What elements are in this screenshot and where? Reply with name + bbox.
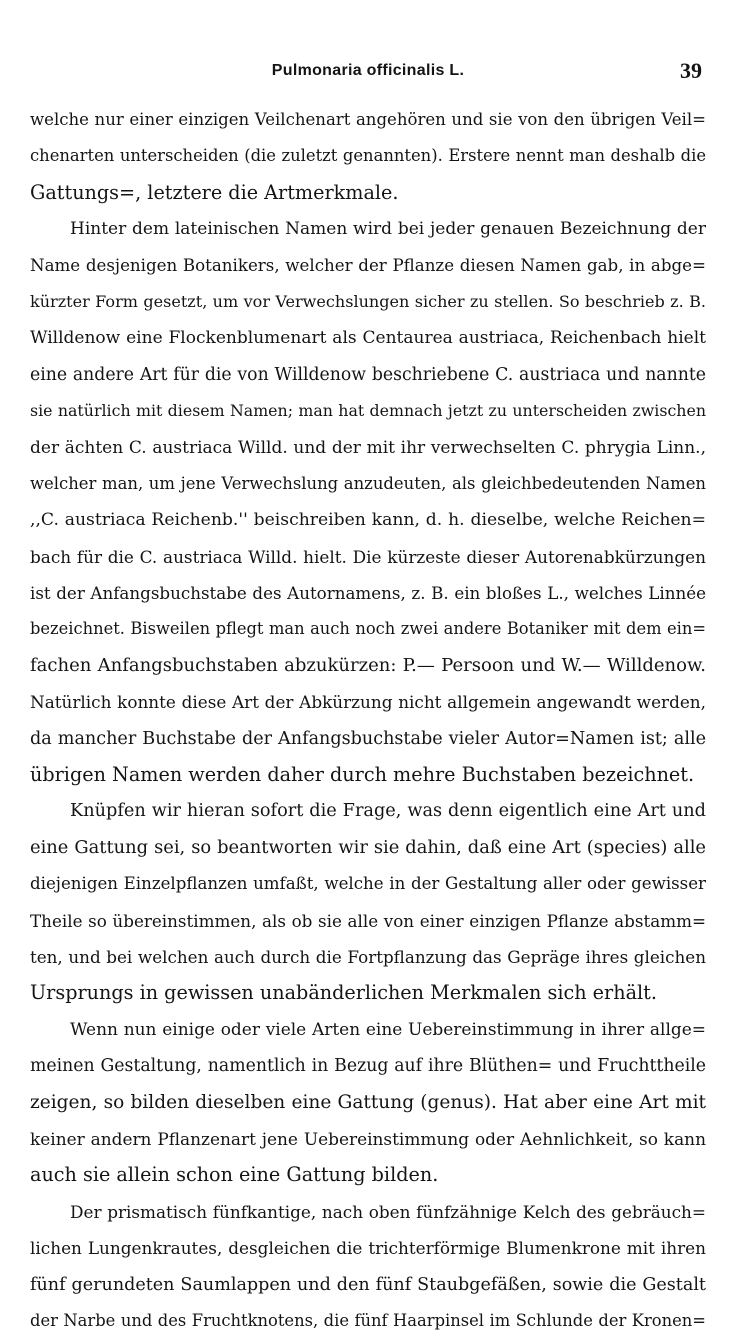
text-line: chenarten unterscheiden (die zuletzt genannten). Erstere nennt man deshalb die bbox=[30, 146, 706, 166]
page-header bbox=[30, 56, 706, 90]
text-line: Name desjenigen Botanikers, welcher der Pflanze diesen Namen gab, in abge= bbox=[30, 255, 706, 275]
text-line: übrigen Namen werden daher durch mehre Buchstaben bezeichnet. bbox=[30, 763, 695, 787]
text-line: da mancher Buchstabe der Anfangsbuchstabe vieler Autor=Namen ist; alle bbox=[30, 728, 706, 749]
text-line: ist der Anfangsbuchstabe des Autornamens, z. B. ein bloßes L., welches Linnée bbox=[30, 583, 706, 604]
text-line: fünf gerundeten Saumlappen und den fünf Staubgefäßen, sowie die Gestalt bbox=[30, 1274, 706, 1295]
text-line: bezeichnet. Bisweilen pflegt man auch noch zwei andere Botaniker mit dem ein= bbox=[30, 619, 706, 639]
text-line: ,,C. austriaca Reichenb.'' beischreiben kann, d. h. dieselbe, welche Reichen= bbox=[30, 510, 706, 531]
text-line: welcher man, um jene Verwechslung anzudeuten, als gleichbedeutenden Namen bbox=[30, 473, 706, 493]
text-line: Der prismatisch fünfkantige, nach oben fünfzähnige Kelch des gebräuch= bbox=[70, 1201, 706, 1222]
text-line: Knüpfen wir hieran sofort die Frage, was denn eigentlich eine Art und bbox=[70, 801, 706, 822]
text-line: kürzter Form gesetzt, um vor Verwechslungen sicher zu stellen. So beschrieb z. B. bbox=[30, 291, 706, 311]
running-title: Pulmonaria officinalis L. bbox=[271, 62, 465, 79]
body-text bbox=[30, 102, 706, 1339]
text-line: zeigen, so bilden dieselben eine Gattung (genus). Hat aber eine Art mit bbox=[30, 1091, 706, 1113]
text-line: Gattungs=, letztere die Artmerkmale. bbox=[30, 180, 399, 204]
text-line: sie natürlich mit diesem Namen; man hat demnach jetzt zu unterscheiden zwischen bbox=[30, 401, 706, 421]
text-line: fachen Anfangsbuchstaben abzukürzen: P.— Persoon und W.— Willdenow. bbox=[30, 654, 706, 676]
text-line: diejenigen Einzelpflanzen umfaßt, welche in der Gestaltung aller oder gewisser bbox=[30, 874, 706, 894]
text-line: keiner andern Pflanzenart jene Uebereinstimmung oder Aehnlichkeit, so kann bbox=[30, 1128, 706, 1149]
text-line: lichen Lungenkrautes, desgleichen die trichterförmige Blumenkrone mit ihren bbox=[30, 1238, 706, 1259]
text-line: ten, und bei welchen auch durch die Fortpflanzung das Gepräge ihres gleichen bbox=[30, 946, 706, 967]
text-line: Hinter dem lateinischen Namen wird bei jeder genauen Bezeichnung der bbox=[70, 219, 706, 240]
text-line: meinen Gestaltung, namentlich in Bezug auf ihre Blüthen= und Fruchttheile bbox=[30, 1056, 706, 1077]
text-line: eine andere Art für die von Willdenow beschriebene C. austriaca und nannte bbox=[30, 364, 706, 385]
text-line: Ursprungs in gewissen unabänderlichen Merkmalen sich erhält. bbox=[30, 981, 657, 1005]
text-line: auch sie allein schon eine Gattung bilden. bbox=[30, 1163, 439, 1187]
text-line: Wenn nun einige oder viele Arten eine Uebereinstimmung in ihrer allge= bbox=[70, 1019, 706, 1040]
text-line: Theile so übereinstimmen, als ob sie alle von einer einzigen Pflanze abstamm= bbox=[30, 910, 706, 931]
text-line: der ächten C. austriaca Willd. und der mit ihr verwechselten C. phrygia Linn., bbox=[30, 437, 706, 458]
text-line: der Narbe und des Fruchtknotens, die fünf Haarpinsel im Schlunde der Kronen= bbox=[30, 1310, 706, 1330]
page-number: 39 bbox=[680, 58, 702, 83]
text-line: Natürlich konnte diese Art der Abkürzung nicht allgemein angewandt werden, bbox=[30, 692, 706, 713]
text-line: Willdenow eine Flockenblumenart als Centaurea austriaca, Reichenbach hielt bbox=[30, 328, 706, 349]
text-line: eine Gattung sei, so beantworten wir sie dahin, daß eine Art (species) alle bbox=[30, 836, 706, 858]
text-line: bach für die C. austriaca Willd. hielt. Die kürzeste dieser Autorenabkürzungen bbox=[30, 546, 706, 567]
text-line: welche nur einer einzigen Veilchenart angehören und sie von den übrigen Veil= bbox=[30, 110, 706, 129]
